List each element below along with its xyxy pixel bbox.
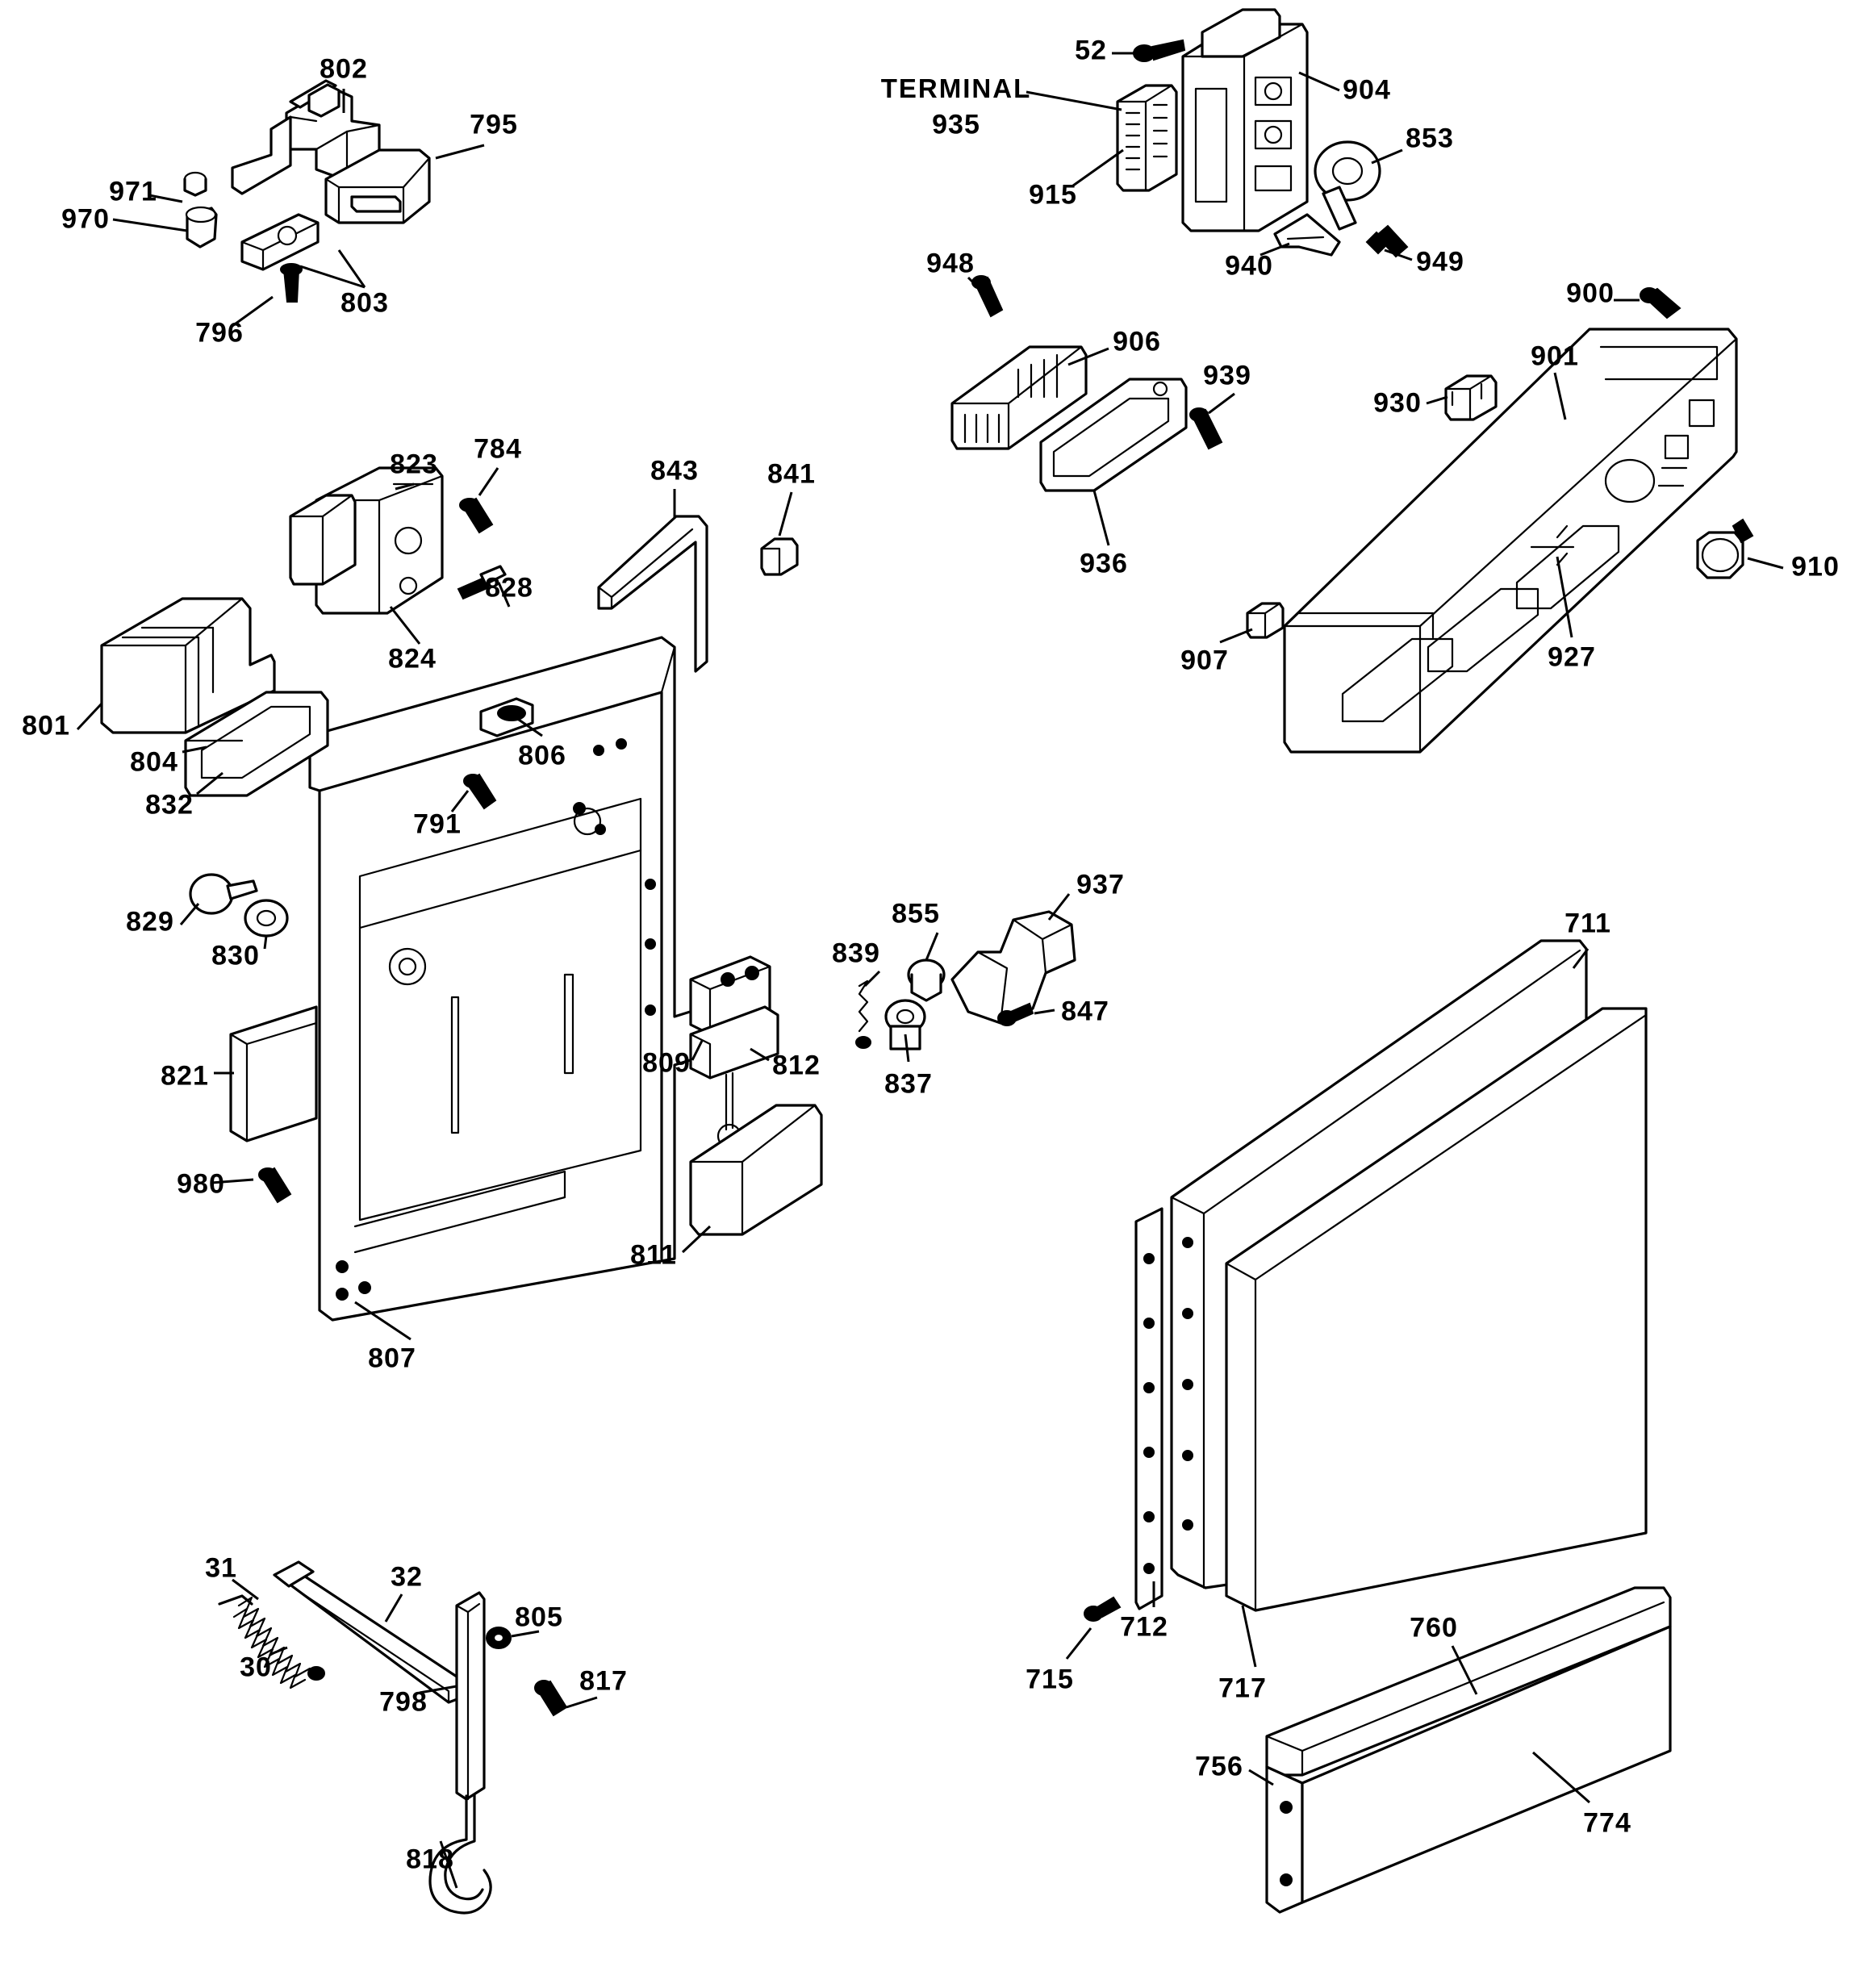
callout-823: 823	[390, 449, 438, 480]
control-panel-group	[1220, 288, 1783, 752]
callout-715: 715	[1026, 1664, 1074, 1695]
callout-830: 830	[211, 940, 260, 971]
callout-936: 936	[1080, 548, 1128, 579]
latch-assembly-group	[113, 81, 484, 326]
callout-935: 935	[932, 109, 980, 140]
callout-901: 901	[1531, 340, 1579, 372]
callout-784: 784	[474, 433, 522, 465]
callout-940: 940	[1225, 250, 1273, 282]
callout-937: 937	[1076, 869, 1125, 900]
callout-31: 31	[205, 1552, 237, 1584]
callout-930: 930	[1373, 387, 1422, 419]
callout-795: 795	[470, 109, 518, 140]
callout-796: 796	[195, 317, 244, 349]
callout-907: 907	[1180, 645, 1229, 676]
callout-712: 712	[1120, 1611, 1168, 1643]
callout-939: 939	[1203, 360, 1251, 391]
callout-832: 832	[145, 789, 194, 821]
callout-821: 821	[161, 1060, 209, 1092]
callout-760: 760	[1410, 1612, 1458, 1643]
callout-774: 774	[1583, 1807, 1631, 1839]
callout-910: 910	[1791, 551, 1840, 583]
callout-828: 828	[485, 572, 533, 604]
callout-843: 843	[650, 455, 699, 487]
callout-853: 853	[1406, 123, 1454, 154]
callout-900: 900	[1566, 278, 1615, 309]
callout-806: 806	[518, 740, 566, 771]
callout-906: 906	[1113, 326, 1161, 357]
outer-door-group	[1067, 941, 1670, 1912]
callout-terminal: TERMINAL	[880, 73, 1032, 103]
connector-group	[952, 276, 1234, 545]
callout-811: 811	[630, 1239, 677, 1271]
callout-971: 971	[109, 176, 157, 207]
callout-802: 802	[320, 53, 368, 85]
callout-809: 809	[642, 1047, 691, 1079]
callout-841: 841	[767, 458, 816, 490]
callout-756: 756	[1195, 1751, 1243, 1782]
callout-980: 980	[177, 1168, 225, 1200]
callout-805: 805	[515, 1602, 563, 1633]
callout-798: 798	[379, 1686, 428, 1718]
callout-970: 970	[61, 203, 110, 235]
callout-791: 791	[413, 808, 462, 840]
callout-855: 855	[892, 898, 940, 929]
callout-812: 812	[772, 1050, 821, 1081]
callout-839: 839	[832, 938, 880, 969]
callout-915: 915	[1029, 179, 1077, 211]
callout-801: 801	[22, 710, 70, 741]
callout-927: 927	[1548, 641, 1596, 673]
callout-807: 807	[368, 1343, 416, 1374]
callout-824: 824	[388, 643, 437, 674]
callout-949: 949	[1416, 246, 1464, 278]
callout-803: 803	[340, 287, 389, 319]
callout-904: 904	[1343, 74, 1391, 106]
callout-804: 804	[130, 746, 178, 778]
callout-32: 32	[391, 1561, 423, 1593]
callout-711: 711	[1564, 908, 1611, 939]
callout-52: 52	[1075, 35, 1107, 66]
callout-829: 829	[126, 906, 174, 938]
callout-818: 818	[406, 1844, 454, 1875]
callout-948: 948	[926, 248, 975, 279]
callout-817: 817	[579, 1665, 628, 1697]
callout-837: 837	[884, 1068, 933, 1100]
callout-30: 30	[240, 1652, 272, 1683]
callout-847: 847	[1061, 996, 1109, 1027]
callout-717: 717	[1218, 1673, 1267, 1704]
